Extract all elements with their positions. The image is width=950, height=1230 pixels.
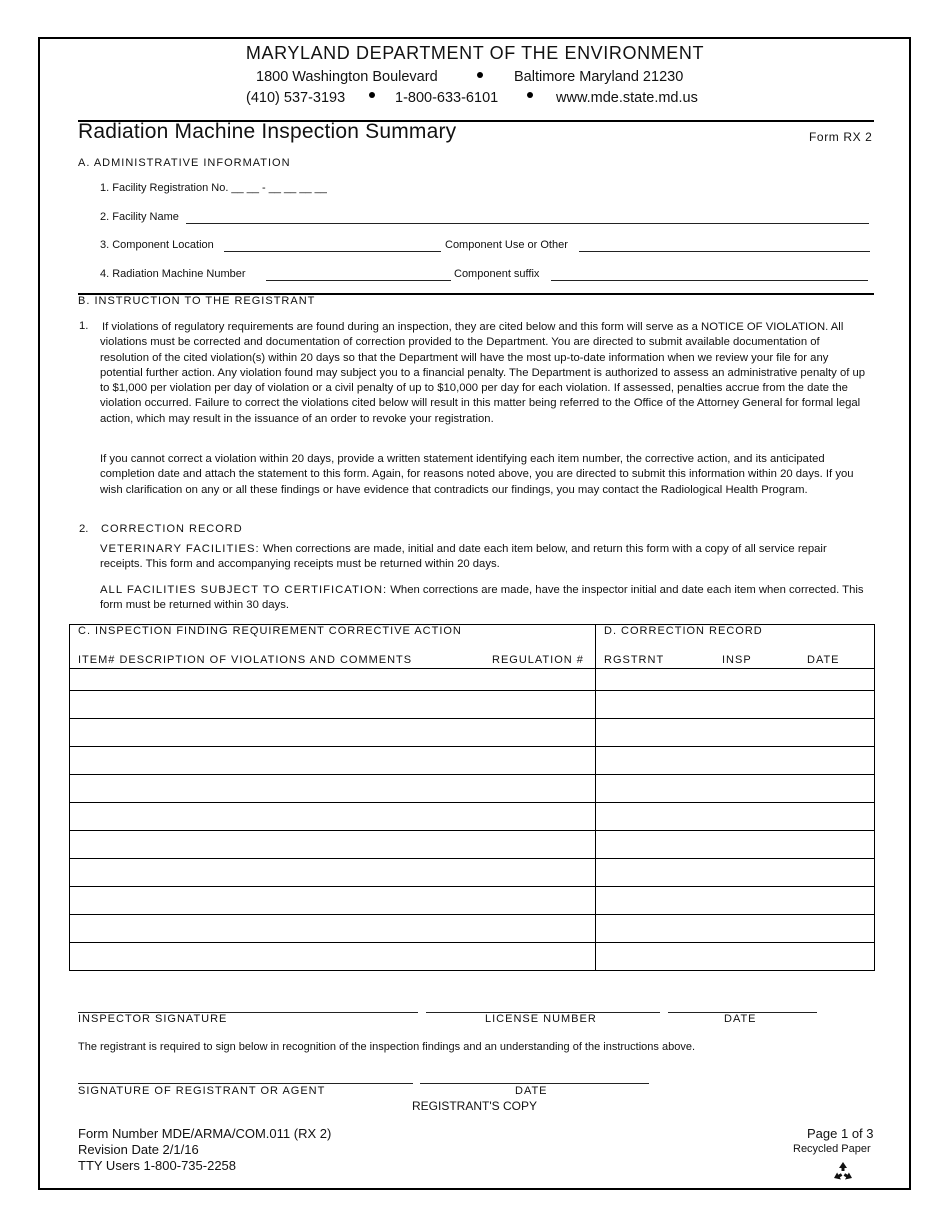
- table-row-divider: [69, 858, 875, 859]
- item-2-number: 2.: [79, 523, 89, 535]
- registrant-copy-label: REGISTRANT'S COPY: [412, 1099, 537, 1113]
- veterinary-facilities-text: When corrections are made, initial and date each item below, and return this form with a copy of all service repair receipts. This form and accompanying receipts must be returned within 20 days.: [100, 543, 827, 571]
- form-title: Radiation Machine Inspection Summary: [78, 120, 457, 143]
- table-row-divider: [69, 830, 875, 831]
- registrant-date-label: DATE: [515, 1085, 548, 1097]
- inspector-date-label: DATE: [724, 1013, 757, 1025]
- facility-name-input[interactable]: [186, 223, 869, 224]
- table-row-divider: [69, 774, 875, 775]
- form-code: Form RX 2: [809, 130, 873, 144]
- tollfree-number: 1-800-633-6101: [395, 90, 499, 106]
- registrant-note: The registrant is required to sign below in recognition of the inspection findings and an understanding of the instructions above.: [78, 1041, 695, 1053]
- page-number: Page 1 of 3: [807, 1126, 874, 1141]
- street-address: 1800 Washington Boulevard: [256, 69, 438, 85]
- inspection-table: [69, 624, 875, 971]
- inspector-signature-label: INSPECTOR SIGNATURE: [78, 1013, 228, 1025]
- column-header-insp: INSP: [722, 654, 752, 666]
- veterinary-facilities-paragraph: [100, 542, 870, 573]
- component-suffix-input[interactable]: [551, 280, 868, 281]
- bullet-icon: [477, 72, 483, 78]
- certification-text: When corrections are made, have the inspector initial and date each item when corrected. This form must be returned within 30 days.: [100, 584, 864, 612]
- registrant-date-line[interactable]: [420, 1083, 649, 1084]
- certification-label: ALL FACILITIES SUBJECT TO CERTIFICATION:: [100, 584, 388, 596]
- violation-notice-text: If violations of regulatory requirements are found during an inspection, they are cited below and this form will serve as a NOTICE OF VIOLATION. All violations must be corrected and documentation of correction provided to the Department. You are directed to submit available documentation of resolution of the cited violation(s) within 20 days so that the Department will have the most up-to-date information when we review your file for any potential further action. Any violation found may subject you to a financial penalty. The Department is authorized to assess an administrative penalty of up to $1,000 per violation per day of violation or a civil penalty of up to $10,000 per day for each violation. If assessed, penalties accrue from the date the violation occurred. Failure to correct the violations cited below will result in this matter being referred to the Office of the Attorney General for formal legal action, which may result in the issuance of an order to revoke your registration.: [100, 321, 866, 425]
- table-row-divider: [69, 886, 875, 887]
- revision-date: Revision Date 2/1/16: [78, 1142, 199, 1157]
- license-number-label: LICENSE NUMBER: [485, 1013, 597, 1025]
- facility-name-label: 2. Facility Name: [100, 211, 179, 223]
- component-use-input[interactable]: [579, 251, 870, 252]
- item-1-number: 1.: [79, 320, 89, 332]
- bullet-icon: [369, 92, 375, 98]
- component-location-input[interactable]: [224, 251, 441, 252]
- column-header-rgstrnt: RGSTRNT: [604, 654, 665, 666]
- column-header-item: ITEM# DESCRIPTION OF VIOLATIONS AND COMMENTS: [78, 654, 413, 666]
- website-link[interactable]: www.mde.state.md.us: [556, 90, 698, 106]
- phone-number: (410) 537-3193: [246, 90, 346, 106]
- correction-instructions-paragraph: If you cannot correct a violation within 20 days, provide a written statement identifying each item number, the corrective action, and its anticipated completion date and attach the statement to this form. Again, for reasons noted above, you are directed to submit this information within 20 days. If you wish clarification on any or all these findings or have evidence that contradicts our findings, you may contact the Radiological Health Program.: [100, 453, 854, 496]
- bullet-icon: [527, 92, 533, 98]
- form-number: Form Number MDE/ARMA/COM.011 (RX 2): [78, 1126, 332, 1141]
- component-use-label: Component Use or Other: [445, 239, 568, 251]
- certification-paragraph: [100, 583, 870, 614]
- column-header-date: DATE: [807, 654, 840, 666]
- correction-record-heading: CORRECTION RECORD: [101, 523, 243, 535]
- registrant-signature-line[interactable]: [78, 1083, 413, 1084]
- machine-number-input[interactable]: [266, 280, 451, 281]
- facility-registration-field[interactable]: 1. Facility Registration No. __ __ - __ __ __ __: [100, 182, 327, 194]
- tty-number: TTY Users 1-800-735-2258: [78, 1158, 237, 1173]
- recycle-icon: [831, 1160, 855, 1184]
- table-right-heading: D. CORRECTION RECORD: [604, 625, 763, 637]
- column-header-regulation: REGULATION #: [492, 654, 584, 666]
- table-row-divider: [69, 718, 875, 719]
- agency-name: MARYLAND DEPARTMENT OF THE ENVIRONMENT: [245, 43, 705, 63]
- component-suffix-label: Component suffix: [454, 268, 540, 280]
- table-row-divider: [69, 746, 875, 747]
- section-a-heading: A. ADMINISTRATIVE INFORMATION: [78, 157, 291, 169]
- registrant-signature-label: SIGNATURE OF REGISTRANT OR AGENT: [78, 1085, 326, 1097]
- machine-number-label: 4. Radiation Machine Number: [100, 268, 246, 280]
- section-b-heading: B. INSTRUCTION TO THE REGISTRANT: [78, 295, 316, 307]
- table-row-divider: [69, 802, 875, 803]
- veterinary-facilities-label: VETERINARY FACILITIES:: [100, 543, 260, 555]
- table-row-divider: [69, 942, 875, 943]
- component-location-label: 3. Component Location: [100, 239, 214, 251]
- city-address: Baltimore Maryland 21230: [514, 69, 684, 85]
- recycled-paper-label: Recycled Paper: [793, 1143, 871, 1155]
- table-header-divider: [69, 668, 875, 669]
- table-column-divider: [595, 624, 596, 971]
- violation-notice-paragraph: [100, 320, 868, 427]
- table-left-heading: C. INSPECTION FINDING REQUIREMENT CORRECTIVE ACTION: [78, 625, 462, 637]
- table-row-divider: [69, 914, 875, 915]
- table-row-divider: [69, 690, 875, 691]
